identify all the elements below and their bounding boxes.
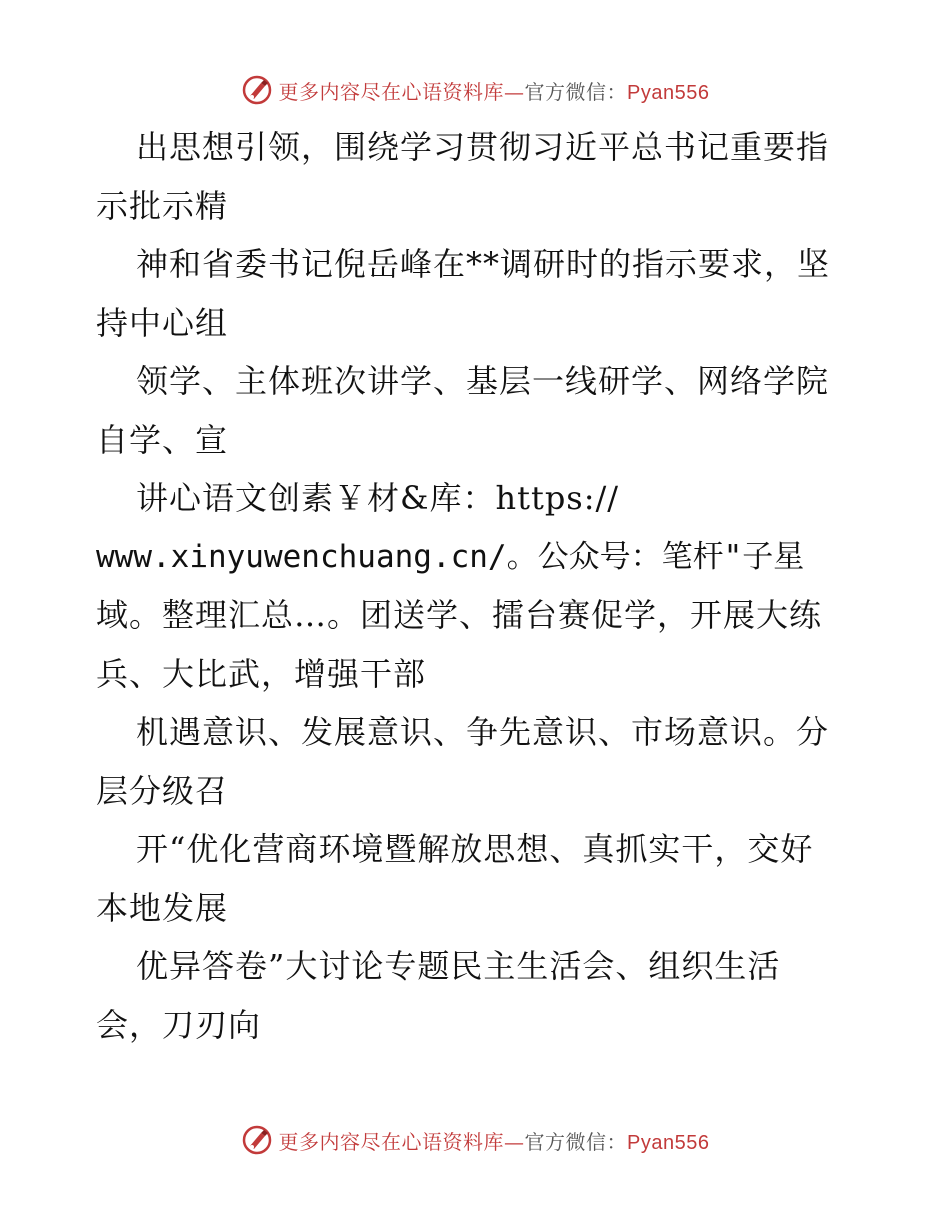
body-line: 本地发展 <box>96 888 229 927</box>
body-line: 自学、宣 <box>96 420 229 459</box>
body-line: 讲心语文创素￥材&库：https:// <box>136 479 620 517</box>
body-line-url: www.xinyuwenchuang.cn/。公众号：笔杆"子星 <box>96 538 805 575</box>
header-banner-text <box>279 76 710 105</box>
banner-slogan: 更多内容尽在心语资料库 <box>278 1129 505 1154</box>
body-line: 会，刀刃向 <box>96 1005 262 1044</box>
brand-logo-icon <box>241 1124 273 1156</box>
banner-slogan: 更多内容尽在心语资料库 <box>278 79 505 104</box>
body-line: 域。整理汇总…。团送学、擂台赛促学，开展大练 <box>96 596 823 634</box>
header-banner <box>0 70 950 110</box>
body-line: 神和省委书记倪岳峰在**调研时的指示要求，坚 <box>136 245 831 283</box>
banner-wechat-id: Pyan556 <box>627 1131 710 1154</box>
body-line: 层分级召 <box>96 771 229 810</box>
banner-separator: — <box>504 79 525 104</box>
body-line: 机遇意识、发展意识、争先意识、市场意识。分 <box>136 713 830 751</box>
body-line: 开“优化营商环境暨解放思想、真抓实干，交好 <box>136 830 814 868</box>
body-line: 出思想引领，围绕学习贯彻习近平总书记重要指 <box>136 128 830 166</box>
brand-logo-icon <box>241 74 273 106</box>
footer-banner-text <box>279 1126 710 1155</box>
body-line: 优异答卷”大讨论专题民主生活会、组织生活 <box>136 947 781 985</box>
body-line: 持中心组 <box>96 303 229 342</box>
document-body <box>96 118 856 1054</box>
footer-banner <box>0 1120 950 1160</box>
body-line: 领学、主体班次讲学、基层一线研学、网络学院 <box>136 362 830 400</box>
banner-wechat-label: 官方微信： <box>524 79 628 104</box>
banner-separator: — <box>504 1129 525 1154</box>
banner-wechat-label: 官方微信： <box>524 1129 628 1154</box>
body-line: 示批示精 <box>96 186 229 225</box>
banner-wechat-id: Pyan556 <box>627 81 710 104</box>
body-line: 兵、大比武，增强干部 <box>96 654 427 693</box>
